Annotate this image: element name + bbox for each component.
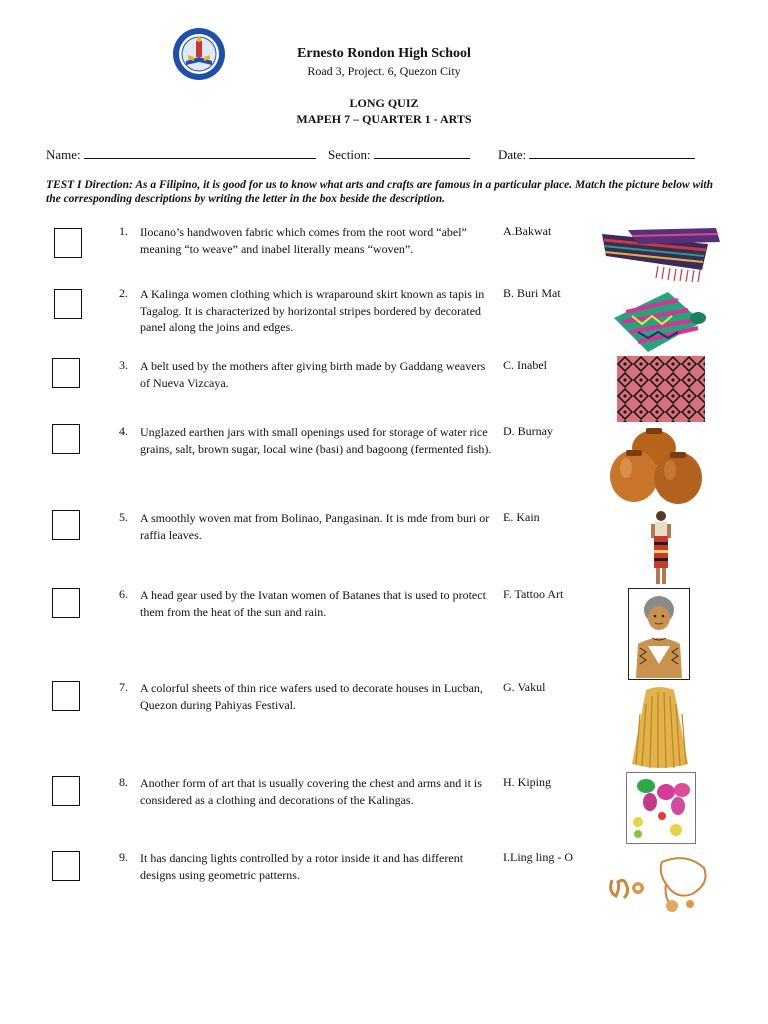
choice-label: D. Burnay xyxy=(503,424,553,438)
answer-box[interactable] xyxy=(52,358,80,388)
answer-box[interactable] xyxy=(52,424,80,454)
choice-label: I.Ling ling - O xyxy=(503,850,573,864)
section-blank[interactable] xyxy=(374,146,470,159)
answer-box[interactable] xyxy=(54,289,82,319)
kiping-decorations-picture xyxy=(626,772,696,844)
answer-box[interactable] xyxy=(52,776,80,806)
item-number: 8. xyxy=(119,775,128,789)
item-description: A smoothly woven mat from Bolinao, Pangasinan. It is mde from buri or raffia leaves. xyxy=(140,511,490,542)
section-field xyxy=(328,146,470,163)
choice-label: G. Vakul xyxy=(503,680,546,694)
item-number: 6. xyxy=(119,587,128,601)
lingling-o-jewelry-picture xyxy=(606,854,710,914)
item-number: 5. xyxy=(119,510,128,524)
date-field xyxy=(498,146,695,163)
choice-label: C. Inabel xyxy=(503,358,547,372)
quiz-subtitle: MAPEH 7 – QUARTER 1 - ARTS xyxy=(296,112,472,126)
tattooed-woman-picture xyxy=(628,588,690,680)
school-name: Ernesto Rondon High School xyxy=(297,46,471,61)
vakul-headgear-picture xyxy=(628,684,692,770)
quiz-title: LONG QUIZ xyxy=(349,96,419,110)
section-label: Section: xyxy=(328,147,371,162)
item-description: A head gear used by the Ivatan women of Batanes that is used to protect them from the heat of the sun and rain. xyxy=(140,588,486,619)
woven-fabric-picture xyxy=(598,222,724,284)
name-blank[interactable] xyxy=(84,146,316,159)
name-label: Name: xyxy=(46,147,81,162)
answer-box[interactable] xyxy=(52,681,80,711)
item-number: 3. xyxy=(119,358,128,372)
choice-label: F. Tattoo Art xyxy=(503,587,564,601)
choice-label: H. Kiping xyxy=(503,775,551,789)
item-description: Ilocano’s handwoven fabric which comes from the root word “abel” meaning “to weave” and inabel literally means “woven”. xyxy=(140,225,467,256)
item-description: A colorful sheets of thin rice wafers used to decorate houses in Lucban, Quezon during Pahiyas Festival. xyxy=(140,681,483,712)
choice-label: B. Buri Mat xyxy=(503,286,561,300)
choice-label: A.Bakwat xyxy=(503,224,552,238)
item-number: 9. xyxy=(119,850,128,864)
choice-label: E. Kain xyxy=(503,510,540,524)
woven-mat-picture xyxy=(608,288,708,356)
item-number: 1. xyxy=(119,224,128,238)
name-field xyxy=(46,146,316,163)
answer-box[interactable] xyxy=(54,228,82,258)
item-description: Unglazed earthen jars with small openings used for storage of water rice grains, salt, brown sugar, local wine (basi) and bagoong (fermented fish). xyxy=(140,425,492,456)
item-description: Another form of art that is usually covering the chest and arms and it is considered as a clothing and decorations of the Kalingas. xyxy=(140,776,482,807)
item-number: 2. xyxy=(119,286,128,300)
kalinga-woman-picture xyxy=(646,508,676,588)
date-blank[interactable] xyxy=(529,146,695,159)
date-label: Date: xyxy=(498,147,527,162)
item-number: 4. xyxy=(119,424,128,438)
item-description: It has dancing lights controlled by a rotor inside it and has different designs using geometric patterns. xyxy=(140,851,464,882)
answer-box[interactable] xyxy=(52,851,80,881)
burnay-jars-picture xyxy=(608,426,706,506)
inabel-pattern-picture xyxy=(617,356,705,422)
direction-text: TEST I Direction: As a Filipino, it is good for us to know what arts and crafts are famous in a particular place. Match the picture below with the corresponding descriptions by writing the letter in the box beside the description. xyxy=(46,179,713,205)
answer-box[interactable] xyxy=(52,588,80,618)
item-description: A belt used by the mothers after giving birth made by Gaddang weavers of Nueva Vizcaya. xyxy=(140,359,486,390)
school-address: Road 3, Project. 6, Quezon City xyxy=(307,64,461,78)
answer-box[interactable] xyxy=(52,510,80,540)
item-number: 7. xyxy=(119,680,128,694)
item-description: A Kalinga women clothing which is wraparound skirt known as tapis in Tagalog. It is characterized by horizontal stripes bordered by decorated panel along the joins and edges. xyxy=(140,287,485,334)
